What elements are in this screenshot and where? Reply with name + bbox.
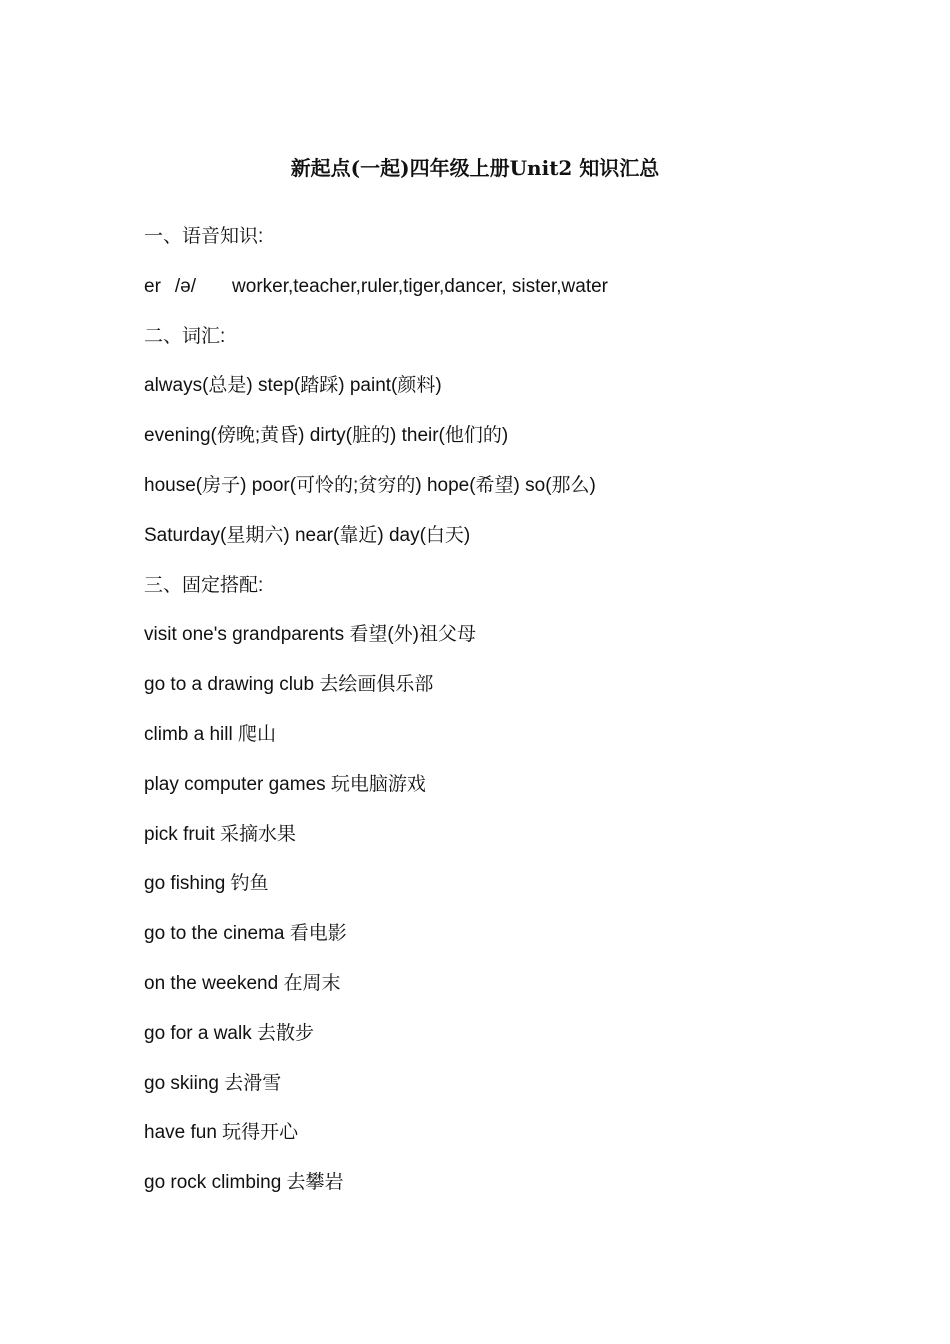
vocabulary-line: Saturday(星期六) near(靠近) day(白天) bbox=[144, 524, 471, 546]
phrase-line: go skiing 去滑雪 bbox=[144, 1072, 282, 1094]
document-body bbox=[144, 222, 844, 1218]
document-title: 新起点(一起)四年级上册Unit2 知识汇总 bbox=[290, 156, 660, 180]
phrase-line: go rock climbing 去攀岩 bbox=[144, 1172, 344, 1194]
vocabulary-line: house(房子) poor(可怜的;贫穷的) hope(希望) so(那么) bbox=[144, 474, 596, 496]
phonics-line bbox=[144, 272, 844, 322]
phonics-letters: er bbox=[144, 275, 161, 297]
phrase-line: on the weekend 在周末 bbox=[144, 972, 341, 994]
phrase-line: go to a drawing club 去绘画俱乐部 bbox=[144, 674, 434, 696]
phrase-line: pick fruit 采摘水果 bbox=[144, 823, 297, 845]
phonics-symbol: /ə/ bbox=[174, 275, 197, 297]
phrase-line: go to the cinema 看电影 bbox=[144, 923, 347, 945]
section-heading-phrases: 三、固定搭配: bbox=[144, 574, 264, 596]
vocabulary-line: always(总是) step(踏踩) paint(颜料) bbox=[144, 375, 442, 397]
phrase-line: go for a walk 去散步 bbox=[144, 1022, 314, 1044]
phrase-line: have fun 玩得开心 bbox=[144, 1122, 299, 1144]
phonics-examples: worker,teacher,ruler,tiger,dancer, sister,water bbox=[232, 275, 608, 297]
phrase-line: play computer games 玩电脑游戏 bbox=[144, 773, 426, 795]
phrase-line: visit one's grandparents 看望(外)祖父母 bbox=[144, 624, 477, 646]
section-heading-vocabulary: 二、词汇: bbox=[144, 325, 226, 347]
phrase-line: go fishing 钓鱼 bbox=[144, 873, 269, 895]
section-heading-phonics: 一、语音知识: bbox=[144, 226, 264, 247]
vocabulary-line: evening(傍晚;黄昏) dirty(脏的) their(他们的) bbox=[144, 425, 509, 447]
phrase-line: climb a hill 爬山 bbox=[144, 723, 276, 745]
